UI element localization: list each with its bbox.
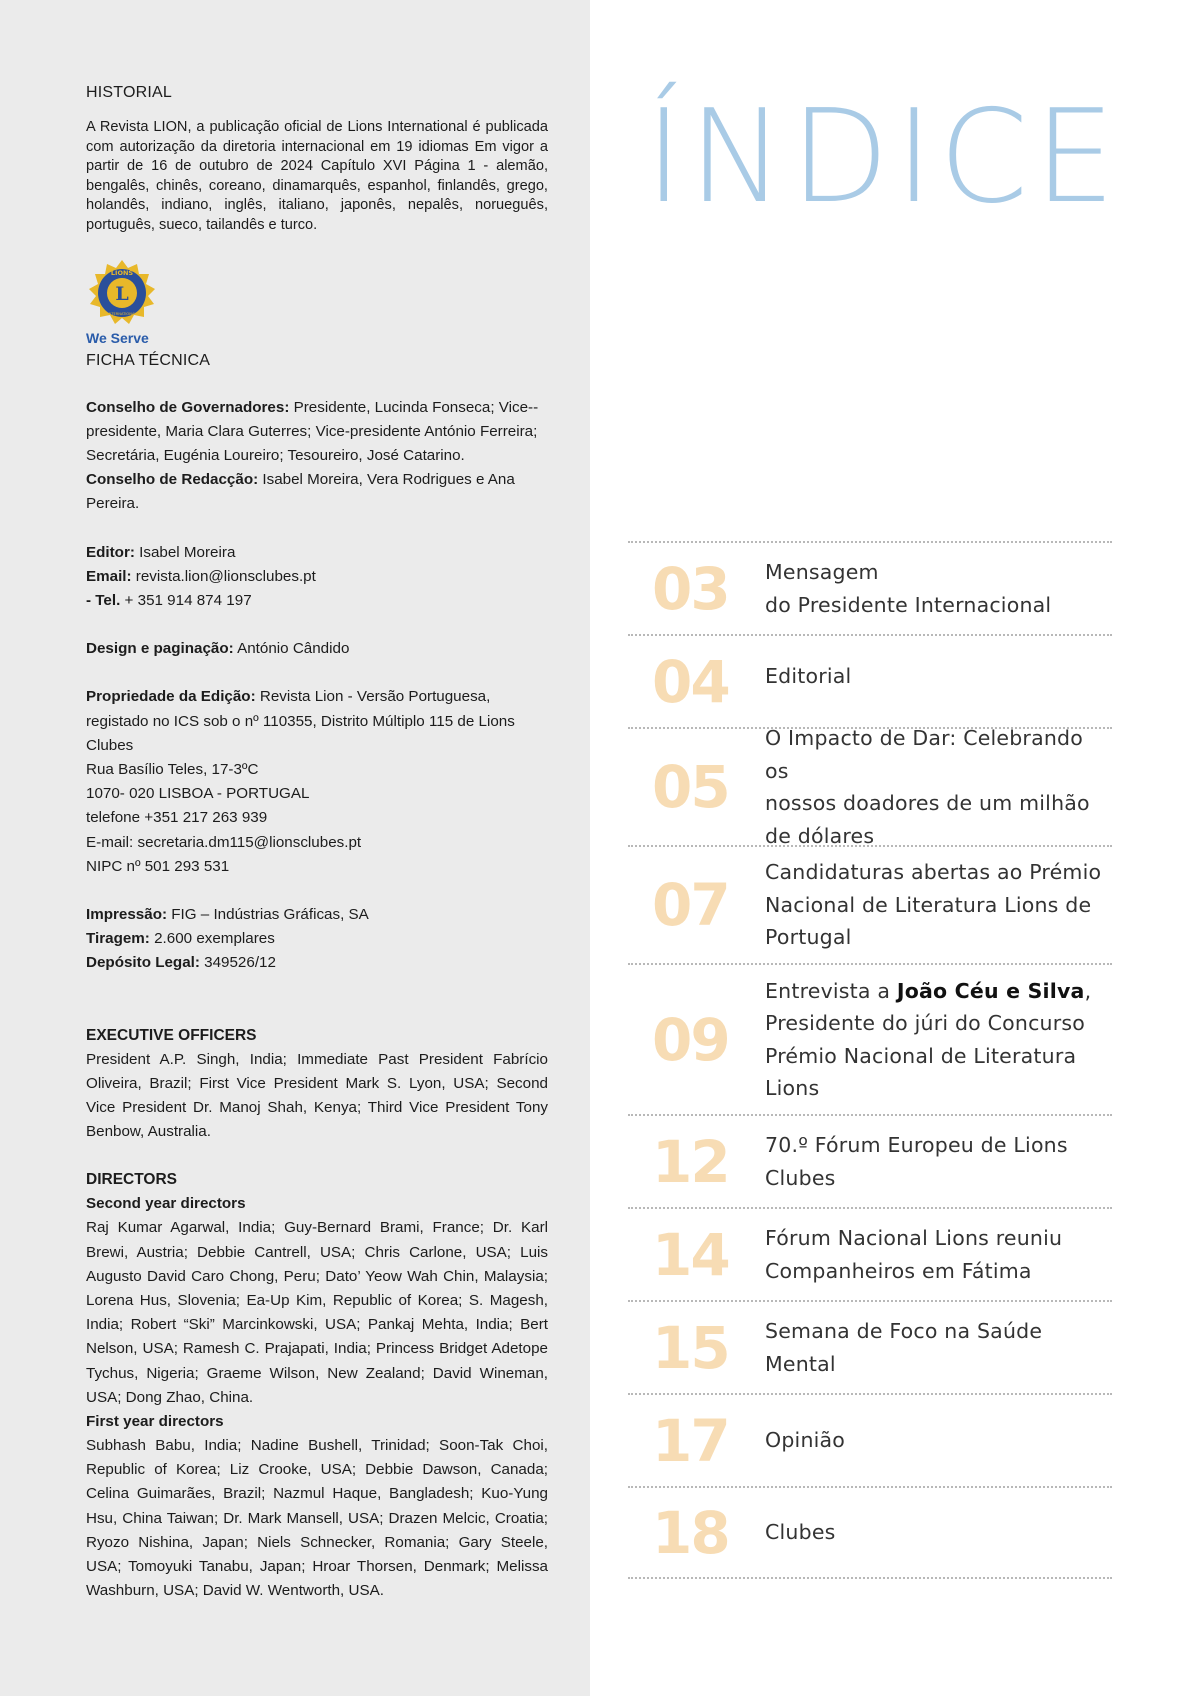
- first-year-heading: First year directors: [86, 1413, 224, 1431]
- toc-page-number: 14: [652, 1220, 729, 1289]
- editor-label: Editor:: [86, 543, 135, 561]
- toc-item-title: [765, 660, 1112, 693]
- toc-item[interactable]: [628, 1300, 1112, 1393]
- toc-title-line: Portugal: [765, 925, 852, 950]
- address-line: NIPC nº 501 293 531: [86, 857, 230, 875]
- first-year-text: Subhash Babu, India; Nadine Bushell, Trinidad; Soon-Tak Choi, Republic of Korea; Liz Crooke, USA; Debbie Dawson, Canada; Celina Guimarães, Brazil; Nazmul Haque, Bangladesh; Kuo-Yung Hsu, China Taiwan; Dr. Mark Mansell, USA; Drazen Melcic, Croatia; Ryozo Nishina, Japan; Niels Schnecker, Romania; Gary Steele, USA; Tomoyuki Tanabu, Japan; Hroar Thorsen, Denmark; Melissa Washburn, USA; David W. Wentworth, USA.: [86, 1437, 548, 1600]
- toc-item-title: [765, 722, 1112, 852]
- lions-logo: [86, 258, 166, 346]
- toc-item[interactable]: [628, 1393, 1112, 1486]
- governadores-line: [86, 396, 548, 469]
- impressao-line: [86, 903, 548, 927]
- tel-line: [86, 589, 548, 613]
- conselhos-block: [86, 396, 548, 517]
- propriedade-block: [86, 685, 548, 879]
- toc-item-title: [765, 1516, 1112, 1549]
- toc-page-number: 18: [652, 1498, 729, 1567]
- editor-value: Isabel Moreira: [134, 543, 236, 561]
- toc-title-line: Mensagem: [765, 560, 879, 584]
- address-line: E-mail: secretaria.dm115@lionsclubes.pt: [86, 833, 362, 851]
- toc-item[interactable]: [628, 541, 1112, 634]
- toc-title-line: Editorial: [765, 664, 852, 689]
- toc-item[interactable]: [628, 634, 1112, 727]
- toc-title-line: [765, 975, 1112, 1008]
- tiragem-label: Tiragem:: [86, 930, 150, 948]
- toc-title-line: Companheiros em Fátima: [765, 1258, 1032, 1283]
- redaccao-line: [86, 468, 548, 516]
- toc-title-line: Opinião: [765, 1428, 846, 1453]
- redaccao-value: Isabel Moreira, Vera Rodrigues e Ana Pereira.: [86, 471, 515, 513]
- toc-page-number: 12: [652, 1127, 729, 1196]
- toc-title-line: do Presidente Internacional: [765, 592, 1052, 617]
- design-value: António Cândido: [233, 640, 350, 658]
- address-line: 1070- 020 LISBOA - PORTUGAL: [86, 785, 310, 803]
- address-line: telefone +351 217 263 939: [86, 809, 268, 827]
- toc-title-line: 70.º Fórum Europeu de Lions: [765, 1133, 1068, 1157]
- toc-title-bold: João Céu e Silva: [896, 978, 1085, 1003]
- left-column: [0, 0, 590, 1696]
- editor-line: [86, 541, 548, 565]
- toc-title-line: Fórum Nacional Lions reuniu: [765, 1226, 1063, 1250]
- logo-ring-top: LIONS: [110, 268, 134, 277]
- toc-title-line: Lions: [765, 1076, 820, 1100]
- toc-title-line: Clubes: [765, 1520, 836, 1545]
- propriedade-value: Revista Lion - Versão Portuguesa, registado no ICS sob o nº 110355, Distrito Múltiplo 115 de Lions Clubes: [86, 688, 515, 754]
- logo-letter: L: [115, 282, 129, 305]
- toc-title-line: de dólares: [765, 823, 875, 848]
- toc-title-line: Nacional de Literatura Lions de: [765, 892, 1092, 917]
- historial-heading: HISTORIAL: [86, 84, 172, 101]
- impressao-block: [86, 903, 548, 976]
- propriedade-label: Propriedade da Edição:: [86, 688, 256, 706]
- toc-page-number: 03: [652, 554, 729, 623]
- toc-item[interactable]: [628, 1114, 1112, 1207]
- toc-item-title: [765, 1129, 1112, 1194]
- toc-page-number: 05: [652, 753, 729, 821]
- toc-title-suffix: ,: [1084, 978, 1092, 1003]
- toc-title-line: Presidente do júri do Concurso: [765, 1011, 1085, 1035]
- toc-title-prefix: Entrevista a: [765, 978, 897, 1003]
- directors-heading: DIRECTORS: [86, 1171, 178, 1189]
- toc-item[interactable]: [628, 963, 1112, 1114]
- toc-page-number: 17: [652, 1406, 729, 1475]
- tiragem-line: [86, 927, 548, 951]
- design-line: [86, 637, 548, 661]
- toc-item-title: [765, 975, 1112, 1105]
- email-line: [86, 565, 548, 589]
- toc-title-line: nossos doadores de um milhão: [765, 791, 1090, 815]
- executive-heading: EXECUTIVE OFFICERS: [86, 1026, 257, 1044]
- governadores-value: Presidente, Lucinda Fonseca; Vice--presidente, Maria Clara Guterres; Vice-presidente António Ferreira; Secretária, Eugénia Loureiro; Tesoureiro, José Catarino.: [86, 398, 539, 464]
- contact-block: [86, 541, 548, 614]
- logo-tagline: We Serve: [86, 329, 149, 346]
- tiragem-value: 2.600 exemplares: [149, 930, 275, 948]
- toc-item-title: [765, 856, 1112, 954]
- toc-item[interactable]: [628, 845, 1112, 963]
- table-of-contents: [628, 541, 1112, 1579]
- governadores-label: Conselho de Governadores:: [86, 398, 290, 416]
- toc-title-line: Prémio Nacional de Literatura: [765, 1043, 1077, 1068]
- deposito-value: 349526/12: [199, 954, 276, 972]
- propriedade-line: [86, 685, 548, 758]
- toc-item-title: [765, 556, 1112, 621]
- ficha-heading: FICHA TÉCNICA: [86, 351, 211, 369]
- design-label: Design e paginação:: [86, 640, 234, 658]
- toc-item[interactable]: [628, 726, 1112, 848]
- indice-title: ÍNDICE: [645, 83, 1122, 232]
- left-content: [86, 82, 548, 1603]
- toc-title-line: O Impacto de Dar: Celebrando os: [765, 726, 1083, 783]
- toc-page-number: 07: [652, 871, 729, 939]
- toc-item[interactable]: [628, 1207, 1112, 1300]
- historial-text: A Revista LION, a publicação oficial de Lions International é publicada com autorização da diretoria internacional em 19 idiomas Em vigor a partir de 16 de outubro de 2024 Capítulo XVI Página 1 - alemão, bengalês, chinês, coreano, dinamarquês, espanhol, finlandês, grego, holandês, indiano, inglês, italiano, japonês, nepalês, norueguês, português, sueco, tailandês e turco.: [86, 119, 548, 233]
- toc-title-line: Clubes: [765, 1165, 836, 1190]
- toc-page-number: 04: [652, 647, 729, 716]
- toc-title-line: Semana de Foco na Saúde Mental: [765, 1319, 1043, 1376]
- toc-item[interactable]: [628, 1486, 1112, 1579]
- impressao-label: Impressão:: [86, 906, 168, 924]
- redaccao-label: Conselho de Redacção:: [86, 471, 259, 489]
- impressao-value: FIG – Indústrias Gráficas, SA: [167, 906, 369, 924]
- tel-label: - Tel.: [86, 591, 121, 609]
- toc-title-line: Candidaturas abertas ao Prémio: [765, 860, 1102, 885]
- address-line: Rua Basílio Teles, 17-3ºC: [86, 761, 259, 778]
- toc-item-title: [765, 1315, 1112, 1380]
- second-year-text: Raj Kumar Agarwal, India; Guy-Bernard Brami, France; Dr. Karl Brewi, Austria; Debbie Cantrell, USA; Chris Carlone, USA; Luis Augusto David Caro Chong, Peru; Dato’ Yeow Wah Chin, Malaysia; Lorena Hus, Slovenia; Ea-Up Kim, Republic of Korea; S. Magesh, India; Robert “Ski” Marcinkowski, USA; Pankaj Mehta, India; Bert Nelson, USA; Ramesh C. Prajapati, India; Princess Bridget Adetope Tychus, Nigeria; Graeme Wilson, New Zealand; David Wineman, USA; Dong Zhao, China.: [86, 1219, 548, 1406]
- deposito-line: [86, 951, 548, 975]
- executive-text: President A.P. Singh, India; Immediate Past President Fabrício Oliveira, Brazil; First Vice President Mark S. Lyon, USA; Second Vice President Dr. Manoj Shah, Kenya; Third Vice President Tony Benbow, Australia.: [86, 1050, 548, 1141]
- email-label: Email:: [86, 567, 132, 585]
- tel-value: + 351 914 874 197: [120, 591, 252, 609]
- logo-ring-bottom: INTERNATIONAL: [107, 311, 137, 316]
- toc-page-number: 09: [652, 1005, 729, 1074]
- deposito-label: Depósito Legal:: [86, 954, 200, 972]
- second-year-heading: Second year directors: [86, 1195, 246, 1213]
- toc-page-number: 15: [652, 1313, 729, 1382]
- toc-item-title: [765, 1222, 1112, 1287]
- lions-emblem-icon: [86, 258, 158, 330]
- email-value: revista.lion@lionsclubes.pt: [131, 567, 316, 585]
- toc-item-title: [765, 1424, 1112, 1457]
